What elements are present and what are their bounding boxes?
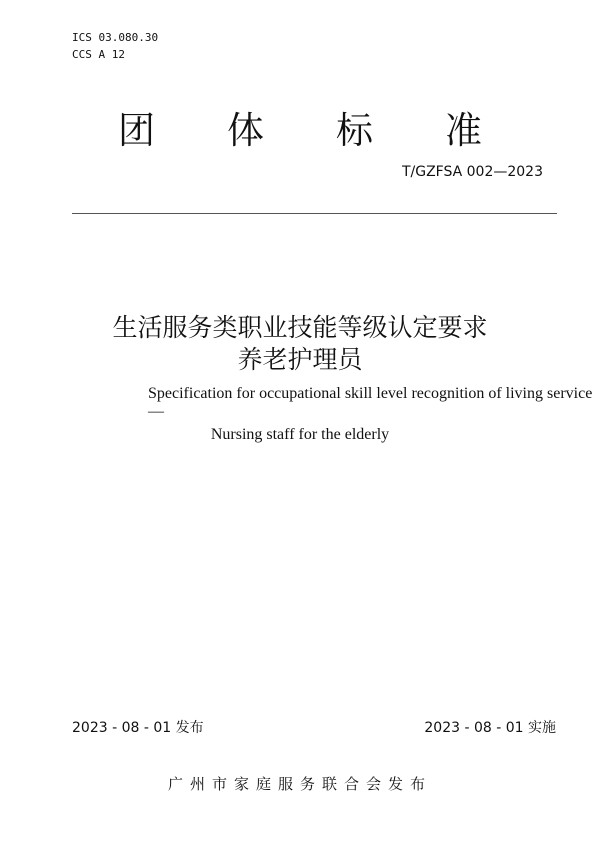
title-en-line2: Nursing staff for the elderly [210, 426, 390, 443]
ccs-code: CCS A 12 [72, 48, 125, 61]
title-en-line1: Specification for occupational skill level recognition of living service— [148, 385, 593, 420]
implement-date: 2023 - 08 - 01 实施 [424, 720, 556, 736]
divider [72, 213, 557, 214]
standard-code: T/GZFSA 002—2023 [401, 164, 543, 180]
standard-kind-heading [0, 100, 600, 154]
issuer: 广州市家庭服务联合会发布 [167, 775, 432, 793]
classification-codes [72, 29, 158, 63]
title-zh-line2: 养老护理员 [237, 345, 363, 374]
kind-char: 体 [227, 109, 264, 152]
title-chinese [0, 312, 600, 376]
title-zh-line1: 生活服务类职业技能等级认定要求 [112, 313, 488, 342]
kind-char: 标 [336, 109, 373, 152]
publish-date: 2023 - 08 - 01 发布 [72, 720, 204, 736]
ics-code: ICS 03.080.30 [72, 31, 159, 44]
kind-char: 团 [118, 109, 155, 152]
kind-char: 准 [445, 109, 482, 152]
